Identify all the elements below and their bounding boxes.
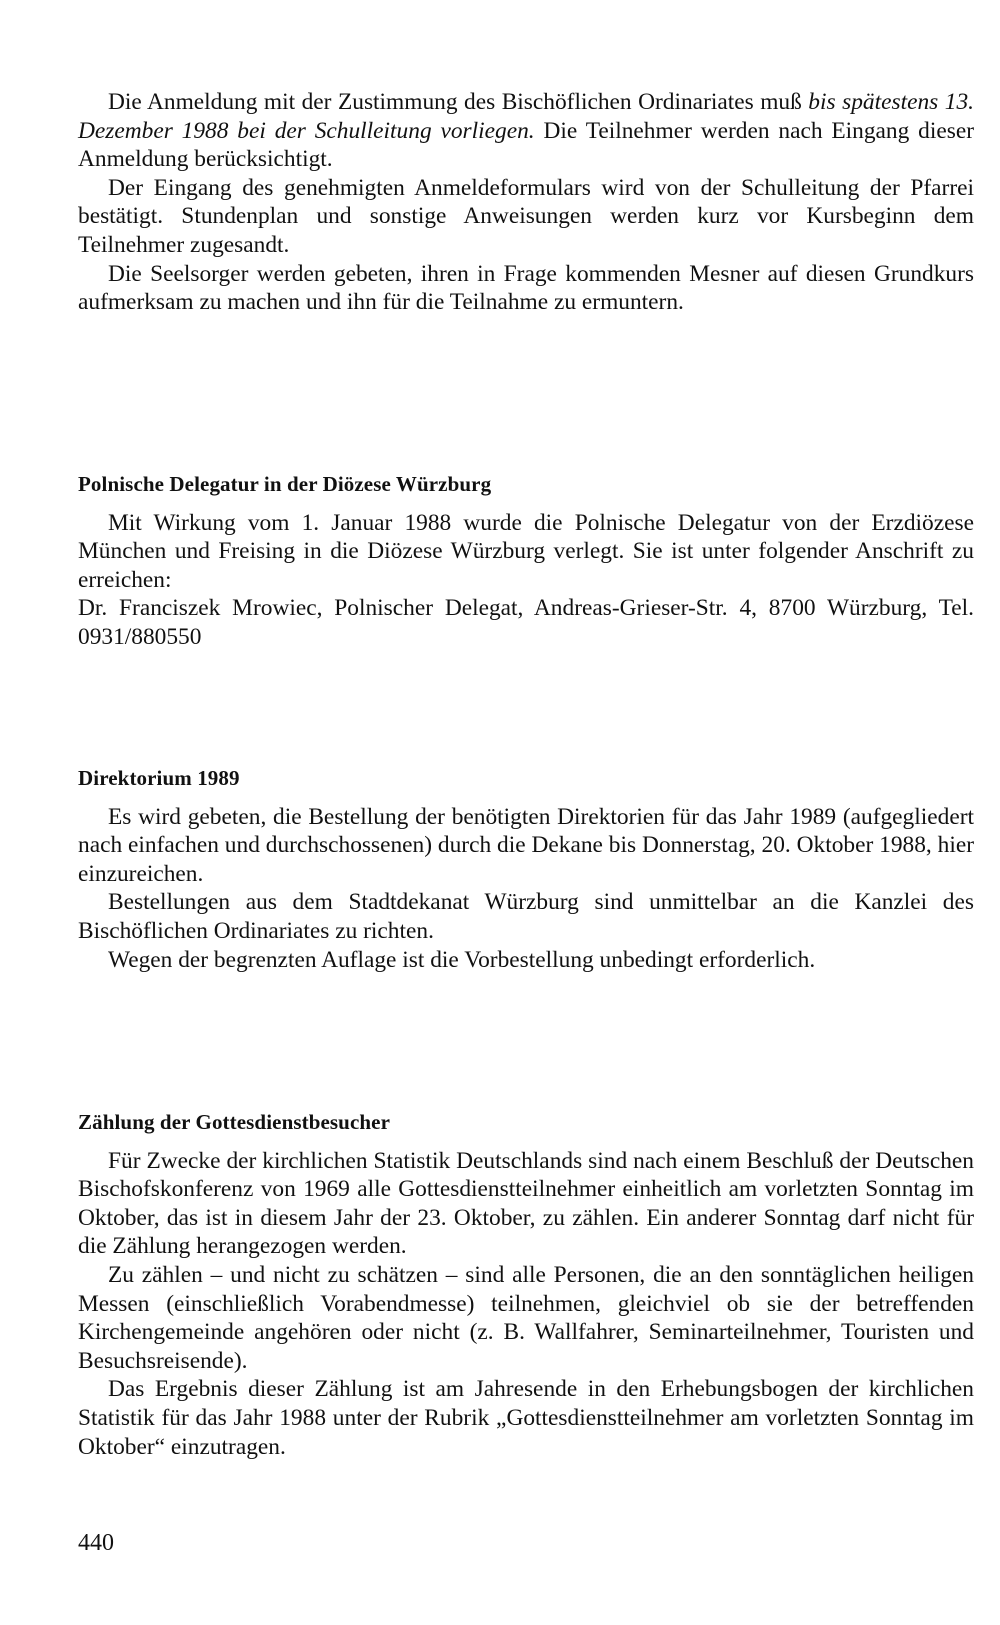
delegatur-address: Dr. Franciszek Mrowiec, Polnischer Delegat, Andreas-Grieser-Str. 4, 8700 Würzburg, Tel. 0931/880550 [78, 595, 974, 650]
section-heading: Zählung der Gottesdienstbesucher [78, 1110, 391, 1134]
zaehlung-paragraph-2: Zu zählen – und nicht zu schätzen – sind alle Personen, die an den sonntäglichen heiligen Messen (einschließlich Vorabendmesse) teilnehmen, gleichviel ob sie der betreffenden Kirchengemeinde angehören oder nicht (z. B. Wallfahrer, Seminarteilnehmer, Touristen und Besuchsreisende). [78, 1261, 974, 1374]
intro-paragraph-1 [78, 88, 974, 174]
intro-paragraph-2: Der Eingang des genehmigten Anmeldeformulars wird von der Schulleitung der Pfarrei bestätigt. Stundenplan und sonstige Anweisungen werden kurz vor Kursbeginn dem Teilnehmer zugesandt. [78, 174, 974, 258]
intro-p1-start: Die Anmeldung mit der Zustimmung des Bischöflichen Ordinariates muß [108, 89, 809, 115]
zaehlung-paragraph-3: Das Ergebnis dieser Zählung ist am Jahresende in den Erhebungsbogen der kirchlichen Statistik für das Jahr 1988 unter der Rubrik „Gottesdienstteilnehmer am vorletzten Sonntag im Oktober“ einzutragen. [78, 1376, 974, 1460]
intro-p1-deadline: bis spätestens 13. Dezember 1988 bei der Schulleitung vorliegen. [78, 89, 974, 144]
intro-paragraph-3: Die Seelsorger werden gebeten, ihren in Frage kommenden Mesner auf diesen Grundkurs aufmerksam zu machen und ihn für die Teilnahme zu ermuntern. [78, 260, 974, 316]
direktorium-paragraph-3: Wegen der begrenzten Auflage ist die Vorbestellung unbedingt erforderlich. [108, 946, 816, 973]
direktorium-paragraph-2: Bestellungen aus dem Stadtdekanat Würzburg sind unmittelbar an die Kanzlei des Bischöflichen Ordinariates zu richten. [78, 889, 974, 944]
section-heading: Direktorium 1989 [78, 766, 240, 790]
intro-section [78, 88, 974, 317]
direktorium-section [78, 764, 974, 974]
intro-p1-end: Die Teilnehmer werden nach Eingang dieser Anmeldung berücksichtigt. [78, 117, 974, 173]
direktorium-paragraph-1: Es wird gebeten, die Bestellung der benötigten Direktorien für das Jahr 1989 (aufgegliedert nach einfachen und durchschossenen) durch die Dekane bis Donnerstag, 20. Oktober 1988, hier einzureichen. [78, 803, 974, 887]
section-heading: Polnische Delegatur in der Diözese Würzburg [78, 472, 492, 496]
zaehlung-section [78, 1108, 974, 1461]
zaehlung-paragraph-1: Für Zwecke der kirchlichen Statistik Deutschlands sind nach einem Beschluß der Deutschen Bischofskonferenz von 1969 alle Gottesdienstteilnehmer einheitlich am vorletzten Sonntag im Oktober, das ist in diesem Jahr der 23. Oktober, zu zählen. Ein anderer Sonntag darf nicht für die Zählung herangezogen werden. [78, 1147, 974, 1260]
page-number: 440 [78, 1530, 114, 1556]
polnische-delegatur-section [78, 470, 974, 652]
delegatur-paragraph: Mit Wirkung vom 1. Januar 1988 wurde die Polnische Delegatur von der Erzdiözese München und Freising in die Diözese Würzburg verlegt. Sie ist unter folgender Anschrift zu erreichen: [78, 509, 974, 593]
